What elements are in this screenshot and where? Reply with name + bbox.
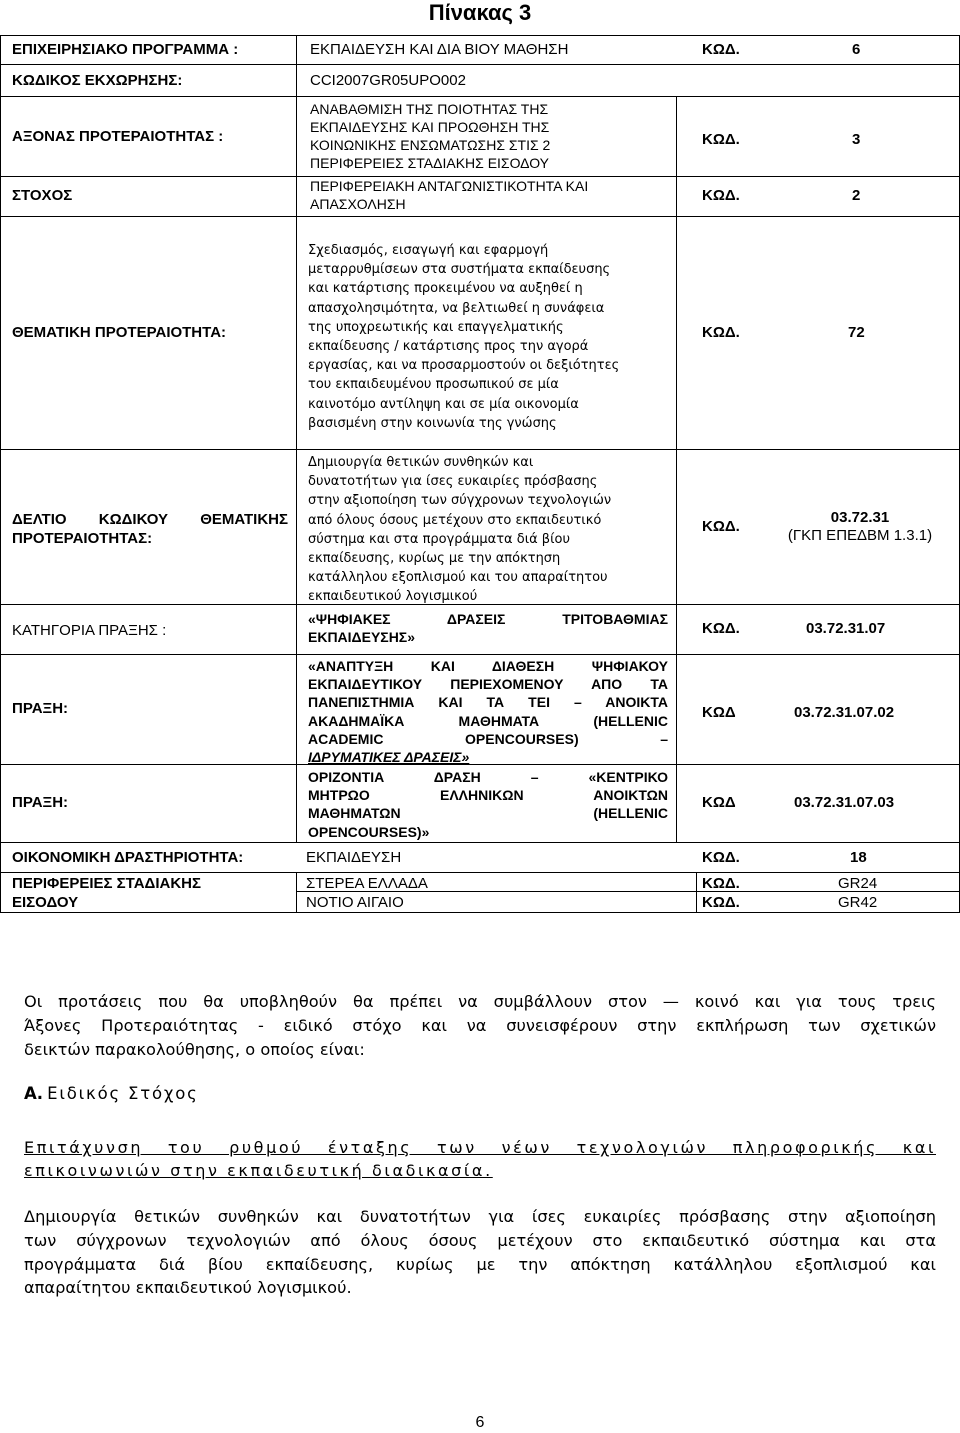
thematic-priority-label: ΘΕΜΑΤΙΚΗ ΠΡΟΤΕΡΑΙΟΤΗΤΑ: <box>12 324 227 341</box>
region-1-name: ΣΤΕΡΕΑ ΕΛΛΑΔΑ <box>306 875 428 892</box>
action-category-label: ΚΑΤΗΓΟΡΙΑ ΠΡΑΞΗΣ : <box>12 622 167 639</box>
program-code-label: ΚΩΔ. <box>702 41 740 58</box>
objective-code-value: 2 <box>852 187 861 204</box>
action-1-label: ΠΡΑΞΗ: <box>12 700 69 717</box>
objective-title: Επιτάχυνση του ρυθμού ένταξης των νέων τεχνολογιών πληροφορικής και επικοινωνιών στην εκπαιδευτική διαδικασία. <box>24 1138 936 1180</box>
action-2-code-value: 03.72.31.07.03 <box>794 794 895 811</box>
economic-activity-value: ΕΚΠΑΙΔΕΥΣΗ <box>306 849 402 866</box>
assignment-code-value: CCI2007GR05UPO002 <box>310 72 466 89</box>
action-category-value: «ΨΗΦΙΑΚΕΣ ΔΡΑΣΕΙΣ ΤΡΙΤΟΒΑΘΜΙΑΣ ΕΚΠΑΙΔΕΥΣΗΣ» <box>308 611 668 646</box>
program-code-value: 6 <box>852 41 861 58</box>
region-1-code-label: ΚΩΔ. <box>702 875 740 892</box>
page-number: 6 <box>475 1414 485 1431</box>
action-2-code-label: ΚΩΔ <box>702 794 736 811</box>
region-2-name: ΝΟΤΙΟ ΑΙΓΑΙΟ <box>306 894 404 911</box>
regions-label: ΠΕΡΙΦΕΡΕΙΕΣ ΣΤΑΔΙΑΚΗΣ ΕΙΣΟΔΟΥ <box>12 875 202 911</box>
thematic-priority-code-value: 72 <box>848 324 865 341</box>
region-1-code: GR24 <box>838 875 878 892</box>
region-2-code: GR42 <box>838 894 878 911</box>
objective-label: ΣΤΟΧΟΣ <box>12 187 73 204</box>
objective-code-label: ΚΩΔ. <box>702 187 740 204</box>
priority-axis-value: ΑΝΑΒΑΘΜΙΣΗ ΤΗΣ ΠΟΙΟΤΗΤΑΣ ΤΗΣ ΕΚΠΑΙΔΕΥΣΗΣ ΚΑΙ ΠΡΟΩΘΗΣΗ ΤΗΣ ΚΟΙΝΩΝΙΚΗΣ ΕΝΣΩΜΑΤΩΣΗΣ ΣΤΙΣ 2 ΠΕΡΙΦΕΡΕΙΕΣ ΣΤΑΔΙΑΚΗΣ ΕΙΣΟΔΟΥ <box>310 101 551 171</box>
delta-code-label: ΔΕΛΤΙΟ ΚΩΔΙΚΟΥ ΘΕΜΑΤΙΚΗΣ ΠΡΟΤΕΡΑΙΟΤΗΤΑΣ: <box>12 511 288 547</box>
priority-axis-code-label: ΚΩΔ. <box>702 131 740 148</box>
economic-activity-code-value: 18 <box>850 849 867 866</box>
action-1-value: «ΑΝΑΠΤΥΞΗ ΚΑΙ ΔΙΑΘΕΣΗ ΨΗΦΙΑΚΟΥ ΕΚΠΑΙΔΕΥΤΙΚΟΥ ΠΕΡΙΕΧΟΜΕΝΟΥ ΑΠΟ ΤΑ ΠΑΝΕΠΙΣΤΗΜΙΑ ΚΑΙ ΤΑ ΤΕΙ – ΑΝΟΙΚΤΑ ΑΚΑΔΗΜΑΪΚΑ ΜΑΘΗΜΑΤΑ (HELLENIC ACADEMIC OPENCOURSES) – ΙΔΡΥΜΑΤΙΚΕΣ ΔΡΑΣΕΙΣ» <box>308 658 668 766</box>
intro-paragraph: Οι προτάσεις που θα υποβληθούν θα πρέπει να συμβάλλουν στον — κοινό και για τους τρεις Άξονες Προτεραιότητας - ειδικό στόχο και να συνεισφέρουν στην εκπλήρωση των σχετικών δεικτών παρακολούθησης, ο οποίος είναι: <box>24 992 936 1059</box>
page-title: Πίνακας 3 <box>428 0 532 25</box>
action-1-code-label: ΚΩΔ <box>702 704 736 721</box>
region-2-code-label: ΚΩΔ. <box>702 894 740 911</box>
action-2-label: ΠΡΑΞΗ: <box>12 794 69 811</box>
delta-code-value: Δημιουργία θετικών συνθηκών και δυνατοτήτων για ίσες ευκαιρίες πρόσβασης στην αξιοποίηση των σύγχρονων τεχνολογιών από όλους όσους μετέχουν στο εκπαιδευτικό σύστημα και στα προγράμματα διά βίου εκπαίδευσης, κυρίως με την απόκτηση κατάλληλου εξοπλισμού και του απαραίτητου εκπαιδευτικού λογισμικού <box>308 455 612 605</box>
priority-axis-code-value: 3 <box>852 131 861 148</box>
objective-description: Δημιουργία θετικών συνθηκών και δυνατοτήτων για ίσες ευκαιρίες πρόσβασης στην αξιοποίηση των σύγχρονων τεχνολογιών από όλους όσους μετέχουν στο εκπαιδευτικό σύστημα και στα προγράμματα διά βίου εκπαίδευσης, κυρίως με την απόκτηση κατάλληλου εξοπλισμού και απαραίτητου εκπαιδευτικού λογισμικού. <box>24 1207 936 1298</box>
delta-code-value: 03.72.31 (ΓΚΠ ΕΠΕΔΒΜ 1.3.1) <box>787 509 933 544</box>
action-1-code-value: 03.72.31.07.02 <box>794 704 895 721</box>
economic-activity-code-label: ΚΩΔ. <box>702 849 740 866</box>
specific-objective-heading: Α. Ειδικός Στόχος <box>24 1084 199 1103</box>
assignment-code-label: ΚΩΔΙΚΟΣ ΕΚΧΩΡΗΣΗΣ: <box>12 72 183 89</box>
economic-activity-label: ΟΙΚΟΝΟΜΙΚΗ ΔΡΑΣΤΗΡΙΟΤΗΤΑ: <box>12 849 244 866</box>
action-category-code-label: ΚΩΔ. <box>702 620 740 637</box>
delta-code-label-kod: ΚΩΔ. <box>702 518 740 535</box>
program-label: ΕΠΙΧΕΙΡΗΣΙΑΚΟ ΠΡΟΓΡΑΜΜΑ : <box>12 41 239 58</box>
objective-value: ΠΕΡΙΦΕΡΕΙΑΚΗ ΑΝΤΑΓΩΝΙΣΤΙΚΟΤΗΤΑ ΚΑΙ ΑΠΑΣΧΟΛΗΣΗ <box>310 178 589 212</box>
program-value: ΕΚΠΑΙΔΕΥΣΗ ΚΑΙ ΔΙΑ ΒΙΟΥ ΜΑΘΗΣΗ <box>310 41 569 58</box>
thematic-priority-code-label: ΚΩΔ. <box>702 324 740 341</box>
priority-axis-label: ΑΞΟΝΑΣ ΠΡΟΤΕΡΑΙΟΤΗΤΑΣ : <box>12 128 224 145</box>
action-2-value: ΟΡΙΖΟΝΤΙΑ ΔΡΑΣΗ – «ΚΕΝΤΡΙΚΟ ΜΗΤΡΩΟ ΕΛΛΗΝΙΚΩΝ ΑΝΟΙΚΤΩΝ ΜΑΘΗΜΑΤΩΝ (HELLENIC OPENCOURSES)» <box>308 769 668 840</box>
thematic-priority-value: Σχεδιασμός, εισαγωγή και εφαρμογή μεταρρυθμίσεων στα συστήματα εκπαίδευσης και κατάρτισης προκειμένου να αυξηθεί η απασχολησιμότητα, να βελτιωθεί η συνάφεια της υποχρεωτικής και επαγγελματικής εκπαίδευσης / κατάρτισης προς την αγορά εργασίας, και να προσαρμοστούν οι δεξιότητες του εκπαιδευμένου προσωπικού σε μία καινοτόμο αντίληψη και σε μία οικονομία βασισμένη στην κοινωνία της γνώσης <box>308 243 620 431</box>
action-category-code-value: 03.72.31.07 <box>806 620 886 637</box>
